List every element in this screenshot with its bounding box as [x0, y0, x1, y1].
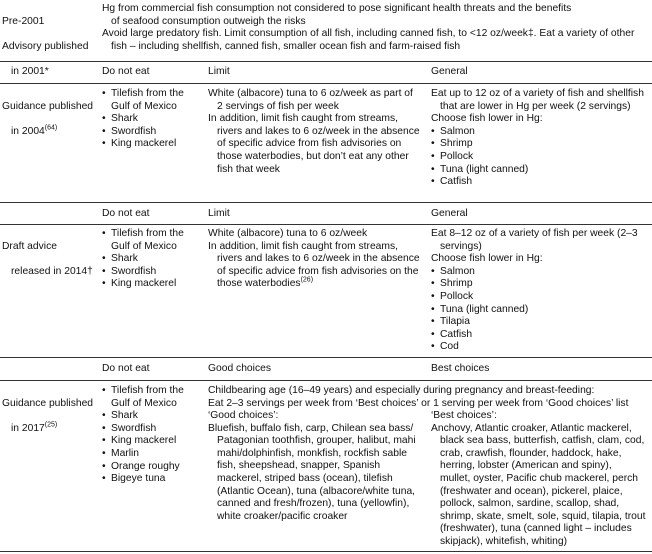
text-line: of specific advice from fish advisories on	[217, 138, 402, 150]
reference-marker: (26)	[300, 276, 314, 284]
text-line: Eat up to 12 oz of a variety of fish and shellfish	[431, 88, 644, 99]
text-line: black sea bass, butterfish, catfish, clam, cod,	[440, 435, 645, 447]
statement-line: Avoid large predatory fish. Limit consumption of all fish, including canned fish, to <12 oz/week‡. Eat a variety of other	[102, 28, 635, 39]
list-item: • Marlin	[102, 448, 204, 461]
list-item: • Swordfish	[102, 266, 204, 279]
list-item: • Swordfish	[102, 423, 204, 436]
limit-text-2014	[208, 228, 428, 291]
text-line: fish that week	[217, 163, 280, 175]
era-text: in 2004	[11, 125, 45, 137]
section-divider	[0, 61, 652, 62]
list-item: • King mackerel	[102, 278, 204, 291]
text-line: White (albacore) tuna to 6 oz/week	[208, 228, 368, 239]
text-line: shrimp, skate, smelt, sole, squid, tilapia, trout	[440, 510, 646, 522]
text-line: Eat 8–12 oz of a variety of fish per week (2–3	[431, 228, 638, 239]
column-header-limit: Limit	[208, 66, 230, 77]
text-line: white croaker/pacific croaker	[217, 510, 348, 522]
list-item: • Tuna (light canned)	[431, 164, 651, 177]
text-line: rivers and lakes to 6 oz/week in the absence	[217, 125, 420, 137]
list-item: • Orange roughy	[102, 461, 204, 474]
statement-line: fish – including shellfish, canned fish, smaller ocean fish and farm-raised fish	[111, 40, 461, 52]
column-header-general: General	[431, 208, 468, 219]
era-label-2014	[2, 228, 98, 291]
pre-2001-statement	[102, 3, 650, 28]
text-line: skipjack), whitefish, whiting)	[440, 535, 568, 547]
era-label-2017	[2, 385, 98, 448]
era-text: Guidance published	[2, 397, 94, 409]
limit-text-2004	[208, 88, 428, 176]
column-header-general: General	[431, 66, 468, 77]
list-item: • King mackerel	[102, 138, 204, 151]
text-line: (Atlantic Ocean), tuna (albacore/white tuna,	[217, 485, 416, 497]
text-line: pollock, salmon, sardine, scallop, shad,	[440, 498, 620, 510]
text-line: (freshwater and ocean), pickerel, plaice,	[440, 485, 623, 497]
list-item: • Shark	[102, 410, 204, 423]
reference-marker: (64)	[44, 124, 58, 132]
section-divider	[0, 202, 652, 203]
text-line: those waterbodies	[217, 278, 301, 290]
list-item: • Shrimp	[431, 278, 651, 291]
table-bottom-rule	[0, 551, 652, 552]
list-item: • Shark	[102, 253, 204, 266]
list-item: • Cod	[431, 341, 651, 354]
text-line: mackerel, striped bass (ocean), tilefish	[217, 472, 393, 484]
list-item: • Tilefish from the Gulf of Mexico	[102, 228, 204, 253]
text-line: those waterbodies, but don’t eat any other	[217, 150, 409, 162]
text-line: Choose fish lower in Hg:	[431, 253, 543, 265]
text-line: crab, crawfish, flounder, haddock, hake,	[440, 447, 622, 459]
era-text: in 2001*	[11, 65, 49, 77]
advisory-2001-statement	[102, 28, 650, 53]
list-item: • King mackerel	[102, 435, 204, 448]
list-item: • Pollock	[431, 291, 651, 304]
era-text: Pre-2001	[2, 15, 45, 27]
column-header-best-choices: Best choices	[431, 363, 490, 374]
text-line: herring, lobster (American and spiny),	[440, 460, 612, 472]
good-choices-heading: ‘Good choices’:	[208, 410, 279, 421]
general-text-2004	[431, 88, 651, 189]
text-line: In addition, limit fish caught from streams,	[208, 240, 398, 252]
text-line: Bluefish, buffalo fish, carp, Chilean sea bass/	[208, 422, 414, 434]
era-text: Draft advice	[2, 240, 57, 252]
era-label-2004	[2, 88, 98, 151]
column-header-do-not-eat: Do not eat	[102, 363, 150, 374]
list-item: • Shrimp	[431, 138, 651, 151]
era-text: Guidance published	[2, 100, 94, 112]
text-line: canned and fresh/frozen), tuna (yellowfin),	[217, 498, 410, 510]
list-item: • Bigeye tuna	[102, 473, 204, 486]
text-line: White (albacore) tuna to 6 oz/week as part of	[208, 88, 413, 99]
text-line: (freshwater), tuna (canned light – includes	[440, 523, 632, 535]
do-not-eat-list-2014	[102, 228, 204, 291]
text-line: Eat 2–3 servings per week from ‘Best choices’ or 1 serving per week from ‘Good choices’ list	[208, 397, 629, 409]
header-underline	[0, 224, 652, 225]
list-item: • Tilapia	[431, 316, 651, 329]
text-line: rivers and lakes to 6 oz/week in the absence	[217, 253, 420, 265]
era-label-2001	[2, 28, 98, 91]
text-line: fish, sheepshead, snapper, Spanish	[217, 460, 381, 472]
do-not-eat-list-2017	[102, 385, 204, 486]
reference-marker: (25)	[44, 421, 58, 429]
text-line: Anchovy, Atlantic croaker, Atlantic mackerel,	[431, 422, 632, 434]
text-line: servings)	[440, 240, 482, 252]
list-item: • Tuna (light canned)	[431, 304, 651, 317]
header-underline	[0, 380, 652, 381]
list-item: • Catfish	[431, 329, 651, 342]
text-line: In addition, limit fish caught from streams,	[208, 113, 398, 125]
age-guidance-span	[208, 385, 652, 410]
best-choices-text	[431, 410, 651, 549]
column-header-good-choices: Good choices	[208, 363, 271, 374]
section-divider	[0, 357, 652, 358]
text-line: mahi/dolphinfish, monkfish, rockfish sable	[217, 447, 408, 459]
text-line: that are lower in Hg per week (2 servings)	[440, 100, 631, 112]
text-line: Patagonian toothfish, grouper, halibut, mahi	[217, 435, 416, 447]
text-line: of specific advice from fish advisories on the	[217, 265, 419, 277]
statement-line: Hg from commercial fish consumption not considered to pose significant health threats and the benefits	[102, 3, 572, 14]
list-item: • Pollock	[431, 151, 651, 164]
general-text-2014	[431, 228, 651, 354]
era-text: in 2017	[11, 422, 45, 434]
header-underline	[0, 83, 652, 84]
list-item: • Catfish	[431, 176, 651, 189]
text-line: Childbearing age (16–49 years) and especially during pregnancy and breast-feeding:	[208, 385, 595, 396]
text-line: 2 servings of fish per week	[217, 100, 339, 112]
list-item: • Tilefish from the Gulf of Mexico	[102, 88, 204, 113]
list-item: • Salmon	[431, 126, 651, 139]
column-header-limit: Limit	[208, 208, 230, 219]
best-choices-heading: ‘Best choices’:	[431, 410, 497, 421]
list-item: • Swordfish	[102, 126, 204, 139]
text-line: Choose fish lower in Hg:	[431, 113, 543, 125]
text-line: mullet, oyster, Pacific chub mackerel, perch	[440, 472, 639, 484]
era-text: released in 2014†	[11, 265, 93, 277]
list-item: • Salmon	[431, 266, 651, 279]
era-text: Advisory published	[2, 40, 89, 52]
era-label-pre-2001	[2, 3, 98, 28]
list-item: • Shark	[102, 113, 204, 126]
good-choices-text	[208, 410, 428, 523]
list-item: • Tilefish from the Gulf of Mexico	[102, 385, 204, 410]
statement-line: of seafood consumption outweigh the risks	[111, 15, 306, 27]
column-header-do-not-eat: Do not eat	[102, 66, 150, 77]
column-header-do-not-eat: Do not eat	[102, 208, 150, 219]
do-not-eat-list-2004	[102, 88, 204, 151]
